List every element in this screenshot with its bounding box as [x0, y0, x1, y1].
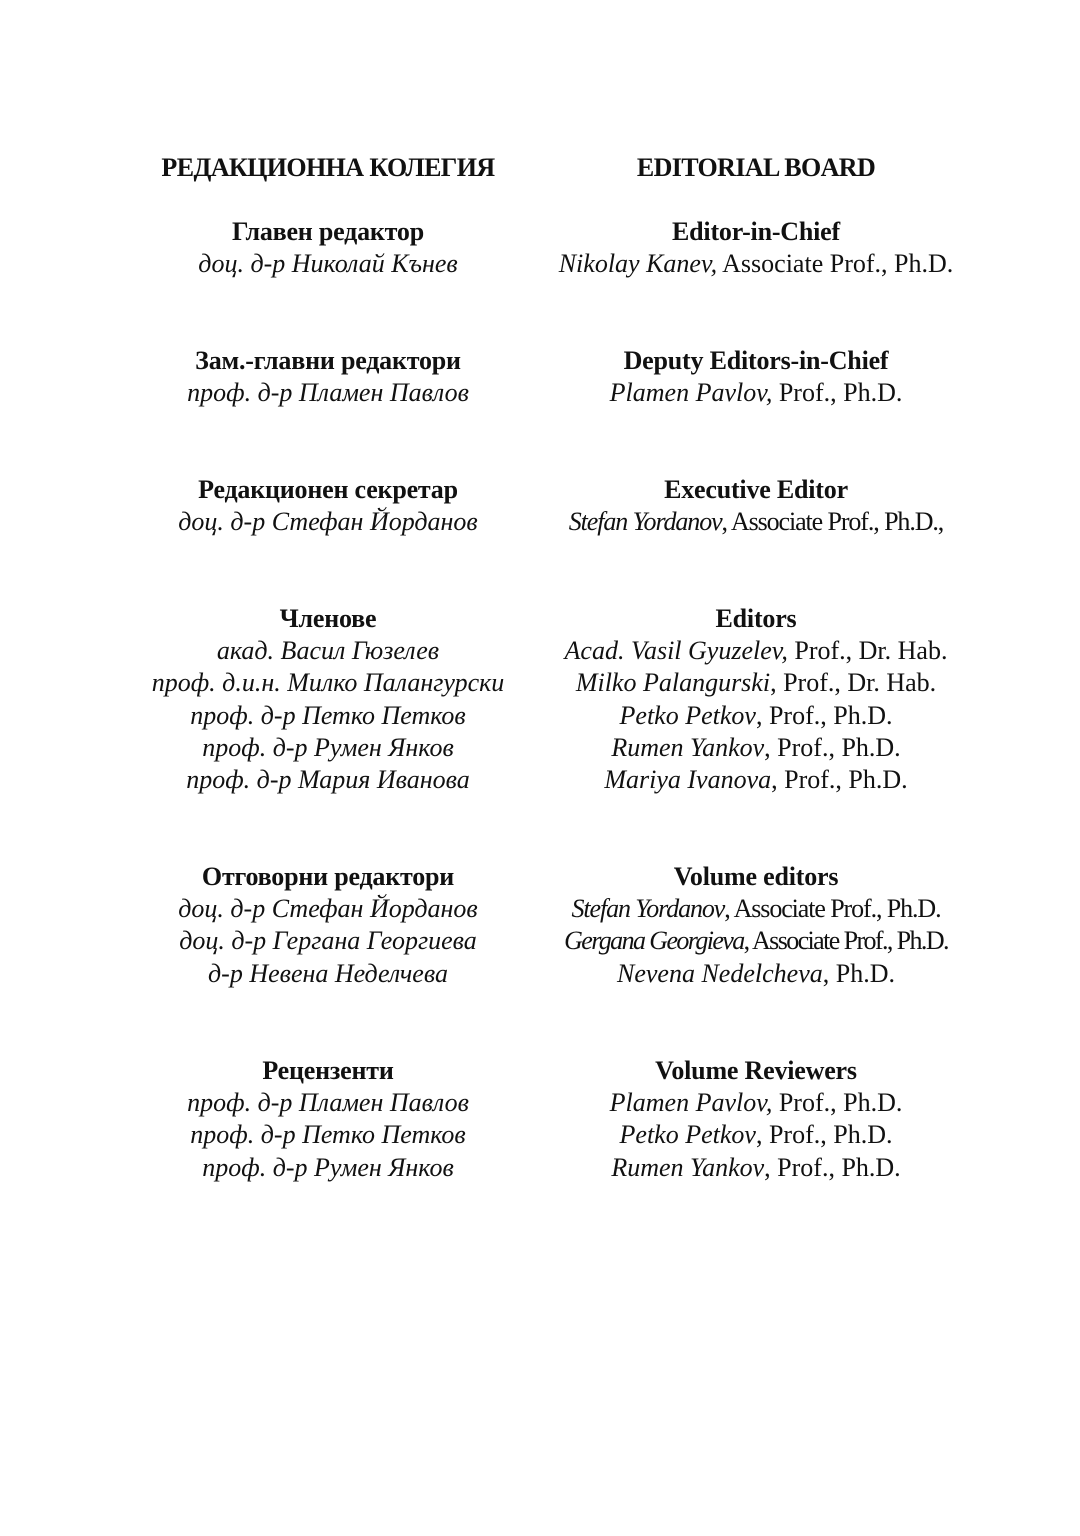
person-line	[536, 1119, 976, 1151]
section-editors-en	[536, 603, 976, 796]
section-deputy-editors-en	[536, 345, 976, 409]
person-name: Nevena Nedelcheva	[617, 958, 823, 988]
section-editor-in-chief-bg	[120, 216, 536, 280]
person-title: , Prof., Ph.D.	[755, 1120, 893, 1150]
person-name: Mariya Ivanova	[604, 765, 772, 795]
person-name: Milko Palangurski	[575, 668, 771, 698]
person-name: Gergana Georgieva	[564, 926, 744, 956]
board-title-en: EDITORIAL BOARD	[636, 153, 876, 182]
person-line: доц. д-р Гергана Георгиева	[179, 926, 477, 956]
person-title: , Prof., Ph.D.	[771, 765, 908, 795]
section-deputy-editors-bg	[120, 345, 536, 409]
person-line: проф. д-р Пламен Павлов	[187, 1088, 469, 1117]
section-executive-editor-bg	[120, 474, 536, 538]
person-name: Petko Petkov	[619, 700, 756, 730]
person-line	[536, 667, 976, 699]
person-line	[536, 893, 976, 925]
person-line: проф. д-р Мария Иванова	[186, 765, 470, 795]
section-heading: Deputy Editors-in-Chief	[623, 346, 889, 375]
person-title: , Prof., Ph.D.	[764, 732, 901, 762]
section-heading: Volume editors	[673, 862, 839, 891]
person-title: Prof., Ph.D.	[772, 1088, 903, 1117]
person-title: , Prof., Ph.D.	[764, 1152, 901, 1182]
section-heading: Редакционен секретар	[198, 475, 458, 504]
person-line	[536, 732, 976, 764]
person-line: проф. д-р Румен Янков	[202, 1152, 454, 1182]
person-line: проф. д-р Румен Янков	[202, 732, 454, 762]
section-reviewers-en	[536, 1055, 976, 1184]
section-heading: Отговорни редактори	[201, 862, 455, 891]
section-volume-editors-en	[536, 861, 976, 990]
person-line: проф. д-р Пламен Павлов	[187, 378, 469, 407]
section-heading: Volume Reviewers	[655, 1056, 857, 1085]
section-reviewers-bg	[120, 1055, 536, 1184]
section-heading: Рецензенти	[262, 1056, 394, 1085]
person-title: Prof., Dr. Hab.	[787, 636, 948, 665]
person-line	[536, 1152, 976, 1184]
person-name: Acad. Vasil Gyuzelev,	[564, 636, 788, 665]
person-title: Associate Prof., Ph.D.	[717, 249, 954, 278]
person-title: Prof., Ph.D.	[772, 378, 903, 407]
section-heading: Главен редактор	[232, 217, 424, 246]
person-name: Plamen Pavlov,	[609, 378, 773, 407]
person-name: Plamen Pavlov,	[609, 1088, 773, 1117]
person-line: д-р Невена Неделчева	[208, 958, 448, 988]
section-heading: Executive Editor	[664, 475, 848, 504]
person-line	[536, 635, 976, 667]
person-name: Rumen Yankov	[611, 1152, 765, 1182]
person-title: , Ph.D.	[822, 958, 895, 988]
person-line	[536, 248, 976, 280]
board-title-bg: РЕДАКЦИОННА КОЛЕГИЯ	[161, 153, 495, 182]
person-line: проф. д.и.н. Милко Палангурски	[151, 668, 505, 698]
person-line: доц. д-р Стефан Йорданов	[178, 507, 478, 536]
section-executive-editor-en	[536, 474, 976, 538]
section-heading: Зам.-главни редактори	[195, 346, 461, 375]
person-title: , Prof., Ph.D.	[755, 700, 893, 730]
person-name: Nikolay Kanev,	[558, 249, 718, 278]
person-title: , Associate Prof., Ph.D.	[743, 926, 948, 956]
section-volume-editors-bg	[120, 861, 536, 990]
section-heading: Editor-in-Chief	[672, 217, 840, 246]
person-name: Petko Petkov	[619, 1120, 756, 1150]
person-line	[536, 377, 976, 409]
person-line	[536, 764, 976, 796]
person-line: доц. д-р Стефан Йорданов	[178, 894, 478, 923]
person-title: , Associate Prof., Ph.D.,	[721, 507, 944, 536]
person-name: Rumen Yankov	[611, 732, 765, 762]
section-heading: Членове	[279, 604, 377, 633]
person-line: проф. д-р Петко Петков	[190, 700, 466, 730]
person-line: доц. д-р Николай Кънев	[198, 249, 458, 278]
person-line	[536, 700, 976, 732]
person-line: акад. Васил Гюзелев	[216, 636, 440, 665]
person-title: , Prof., Dr. Hab.	[770, 668, 937, 698]
person-line: проф. д-р Петко Петков	[190, 1120, 466, 1150]
person-name: Stefan Yordanov	[571, 894, 725, 923]
person-line	[536, 925, 976, 957]
section-editors-bg	[120, 603, 536, 796]
section-editor-in-chief-en	[536, 216, 976, 280]
person-line	[536, 1087, 976, 1119]
section-heading: Editors	[715, 604, 797, 633]
person-name: Stefan Yordanov	[568, 507, 722, 536]
person-title: , Associate Prof., Ph.D.	[724, 894, 941, 923]
person-line	[536, 958, 976, 990]
person-line	[536, 506, 976, 538]
